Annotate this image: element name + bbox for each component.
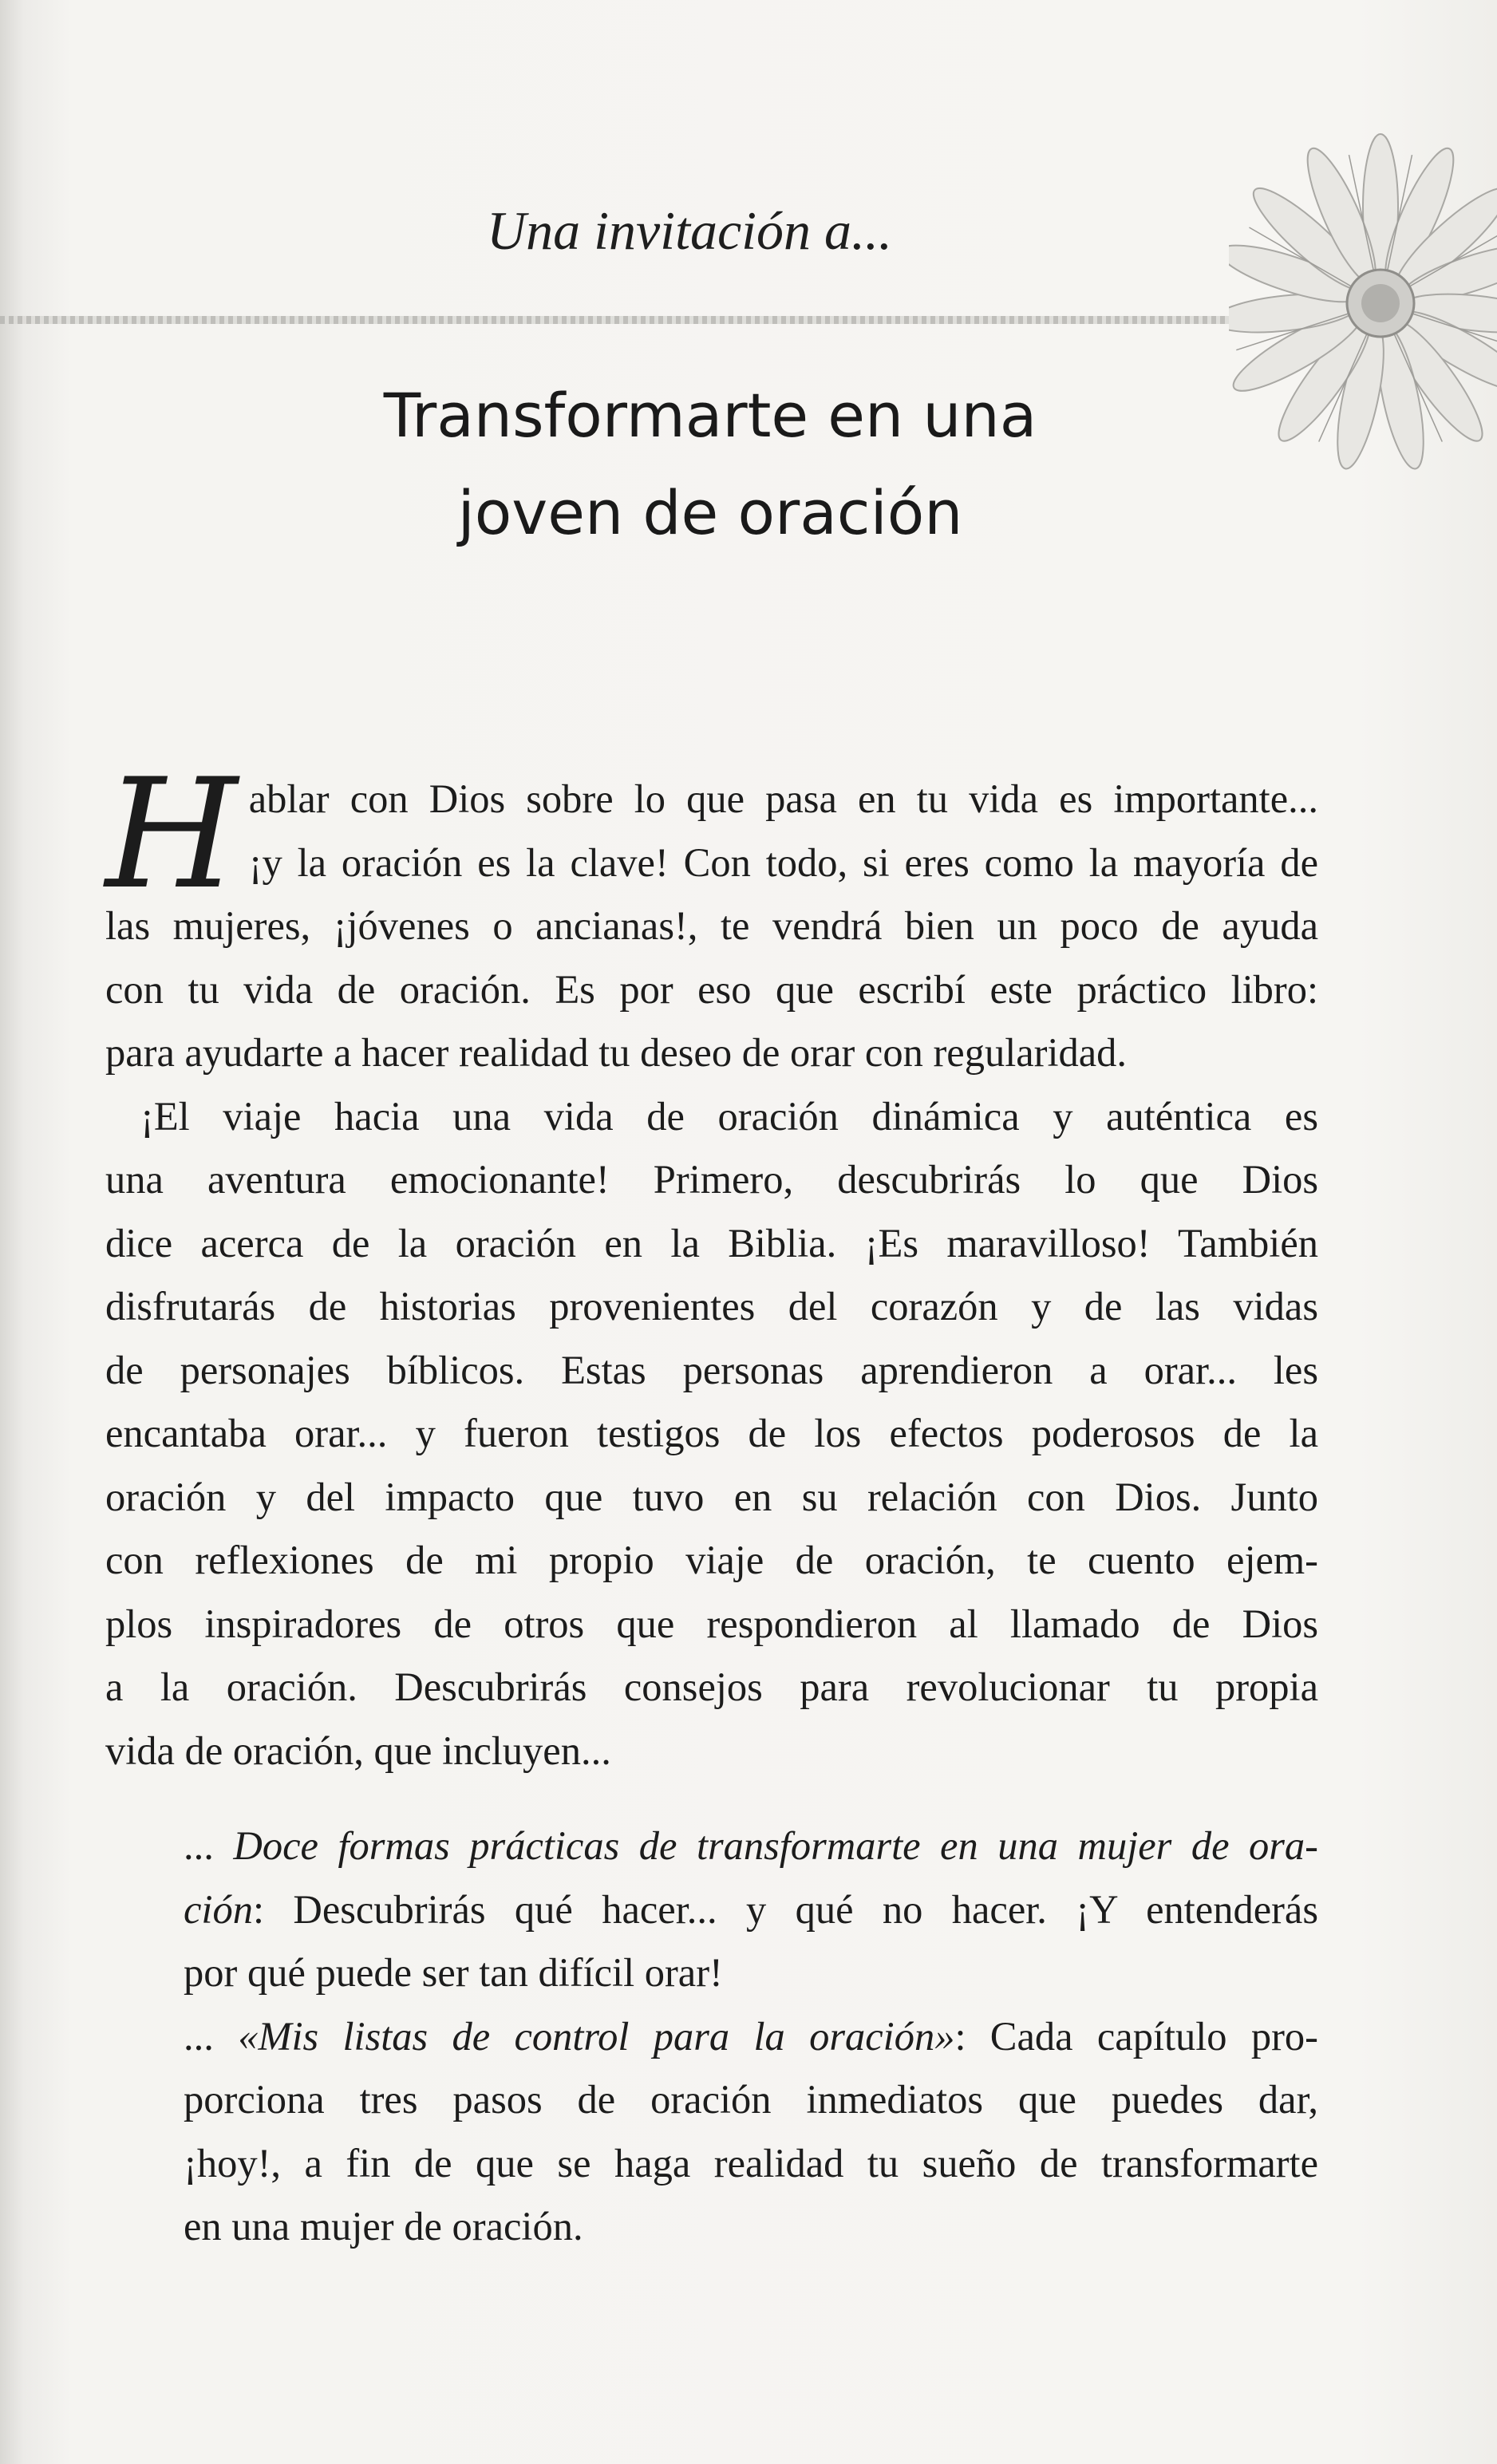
chapter-title — [239, 367, 1181, 562]
text-line: ¡y la oración es la clave! Con todo, si eres como la mayoría de — [248, 839, 1318, 885]
text-line: oración y del impacto que tuvo en su relación con Dios. Junto — [105, 1474, 1318, 1519]
drop-cap: H — [105, 746, 238, 922]
text-line: dice acerca de la oración en la Biblia. ¡Es maravilloso! También — [105, 1220, 1318, 1266]
list-item — [184, 2005, 1318, 2259]
text-line: porciona tres pasos de oración inmediatos que puedes dar, — [184, 2077, 1318, 2122]
text-line: para ayudarte a hacer realidad tu deseo de orar con regularidad. — [105, 1030, 1128, 1075]
ellipsis-prefix: ... — [184, 2013, 239, 2059]
italic-phrase: Doce formas prácticas de transformarte en una mujer de ora- — [233, 1823, 1319, 1868]
body-text — [105, 746, 1319, 2259]
text-line: por qué puede ser tan difícil orar! — [184, 1950, 723, 1995]
ellipsis-prefix: ... — [184, 1823, 234, 1868]
text-line: vida de oración, que incluyen... — [105, 1728, 611, 1773]
text-run: : Descubrirás qué hacer... y qué no hacer. ¡Y entenderás — [252, 1886, 1318, 1932]
italic-phrase: «Mis listas de control para la oración» — [238, 2013, 955, 2059]
text-line — [184, 1878, 1318, 1942]
paragraph-1 — [105, 746, 1318, 1085]
title-line-2: joven de oración — [457, 477, 963, 548]
text-line — [184, 2005, 1318, 2069]
chapter-kicker: Una invitación a... — [487, 200, 893, 261]
text-line: plos inspiradores de otros que respondieron al llamado de Dios — [105, 1601, 1318, 1646]
text-line: una aventura emocionante! Primero, descubrirás lo que Dios — [105, 1157, 1318, 1202]
text-line: disfrutarás de historias provenientes del corazón y de las vidas — [105, 1284, 1318, 1329]
text-line: encantaba orar... y fueron testigos de los efectos poderosos de la — [105, 1411, 1318, 1455]
paragraph-2 — [105, 1085, 1318, 1783]
text-line: en una mujer de oración. — [184, 2204, 583, 2249]
text-line: a la oración. Descubrirás consejos para revolucionar tu propia — [105, 1664, 1318, 1709]
daisy-flower-icon — [1229, 120, 1497, 487]
dotted-divider — [0, 316, 1373, 324]
text-line: ¡El viaje hacia una vida de oración dinámica y auténtica es — [140, 1093, 1318, 1139]
text-line: ablar con Dios sobre lo que pasa en tu vida es importante... — [248, 776, 1318, 821]
text-line: con tu vida de oración. Es por eso que escribí este práctico libro: — [105, 966, 1318, 1012]
text-line — [184, 1814, 1318, 1878]
text-line: ¡hoy!, a fin de que se haga realidad tu sueño de transformarte — [184, 2140, 1318, 2186]
text-line: las mujeres, ¡jóvenes o ancianas!, te vendrá bien un poco de ayuda — [105, 903, 1318, 948]
list-item — [184, 1814, 1318, 2005]
title-line-1: Transformarte en una — [383, 380, 1037, 451]
feature-list — [105, 1814, 1318, 2259]
text-line: de personajes bíblicos. Estas personas aprendieron a orar... les — [105, 1347, 1318, 1392]
text-line: con reflexiones de mi propio viaje de oración, te cuento ejem- — [105, 1538, 1318, 1582]
text-run: : Cada capítulo pro- — [954, 2013, 1318, 2059]
italic-phrase: ción — [184, 1886, 253, 1932]
